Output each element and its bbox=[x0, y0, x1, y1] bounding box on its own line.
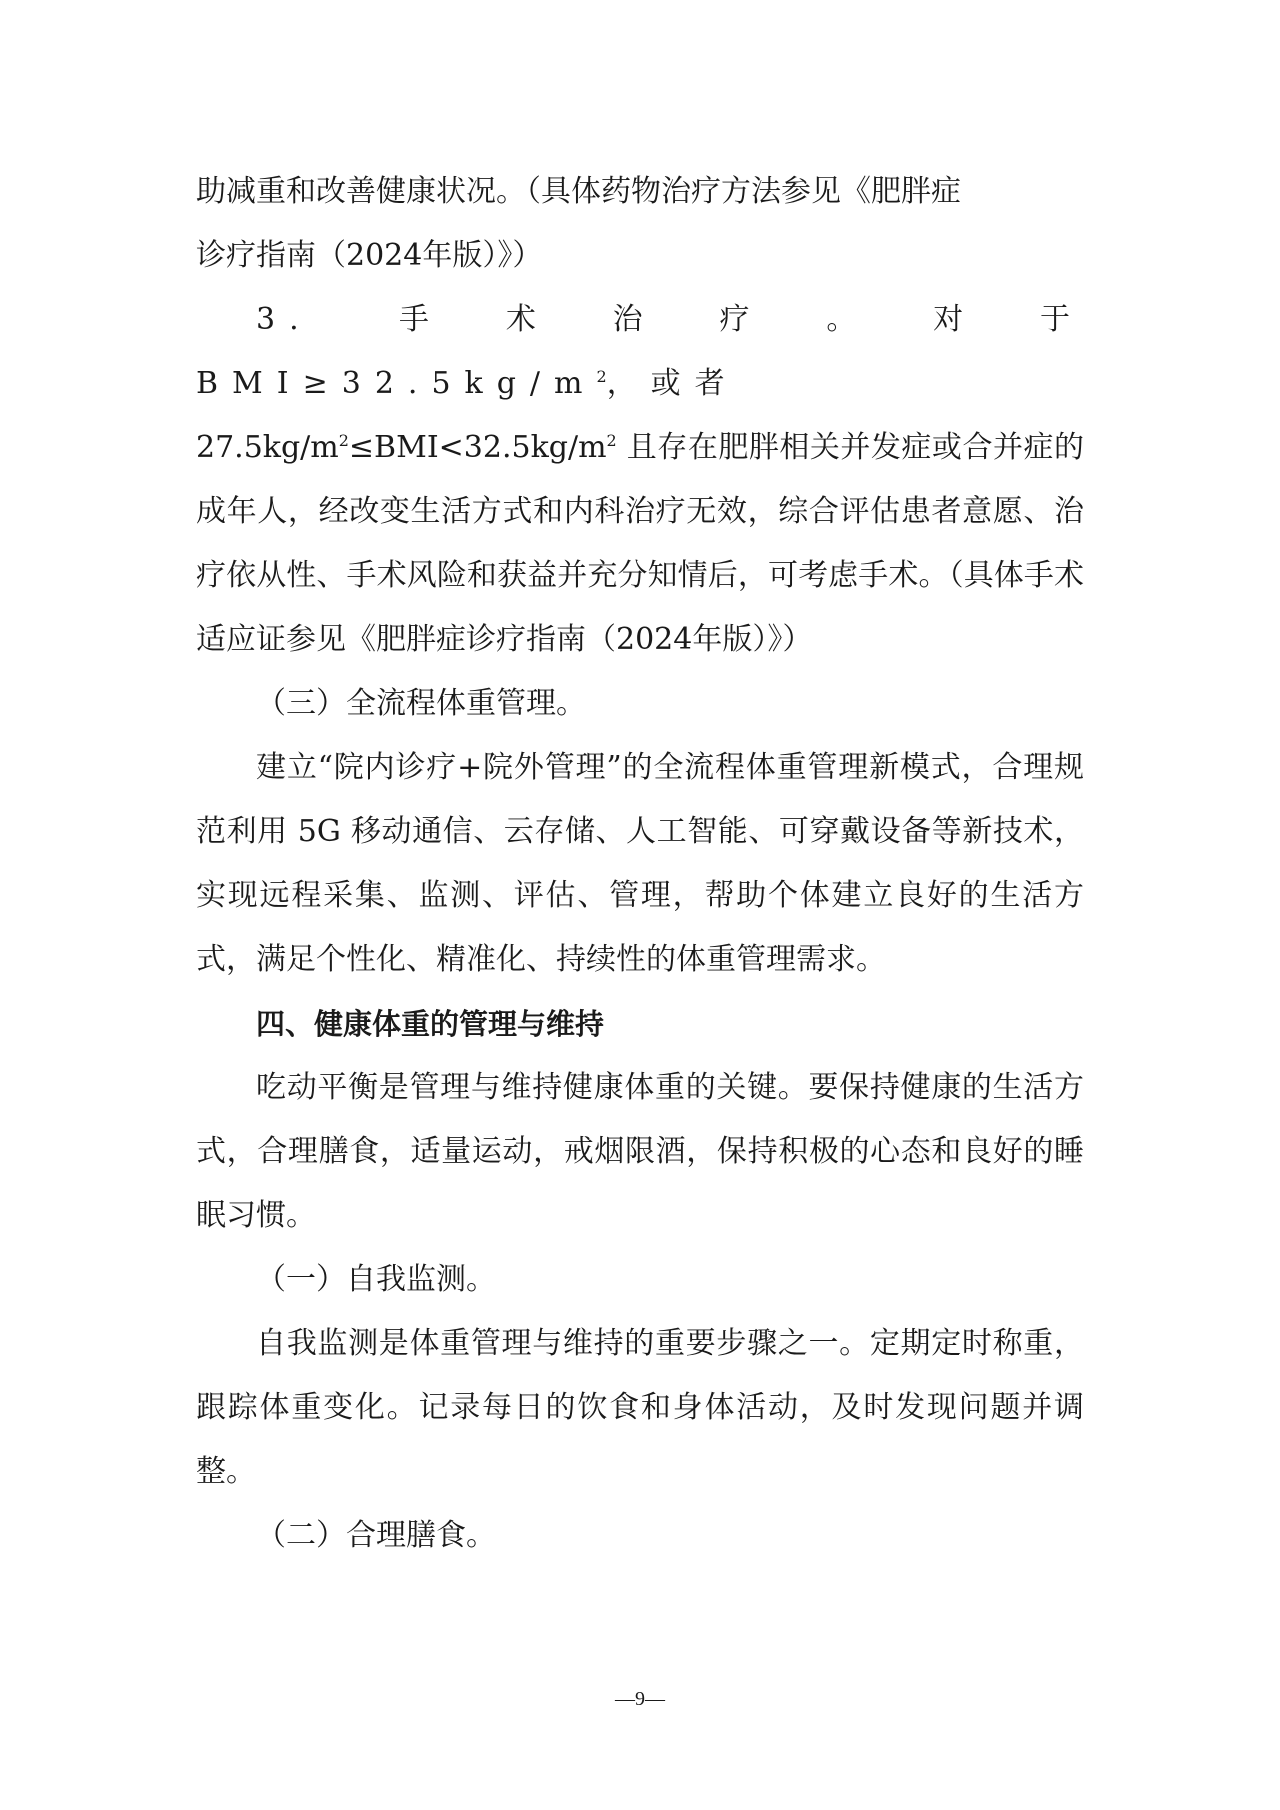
surgery-criteria-part2: 27.5kg/m bbox=[196, 430, 339, 465]
page-number: —9— bbox=[615, 1688, 665, 1710]
section-heading-2: （二）合理膳食。 bbox=[256, 1518, 496, 1553]
superscript: 2 bbox=[596, 367, 607, 386]
paragraph-surgery bbox=[196, 288, 1084, 672]
surgery-criteria-part1: 对于 BMI≥32.5kg/m bbox=[196, 302, 1084, 401]
paragraph-drug-ref-line2: 诊疗指南（2024年版）》） bbox=[196, 238, 543, 273]
surgery-criteria-part4: 且存在肥胖相关并发症或合并症 bbox=[616, 430, 1054, 465]
paragraph-self-monitoring: 自我监测是体重管理与维持的重要步骤之一。定期定时称重，跟踪体重变化。记录每日的饮食和身体活动，及时发现问题并调整。 bbox=[196, 1326, 1084, 1489]
paragraph-drug-ref bbox=[196, 160, 1084, 288]
paragraph-weight-management: 建立“院内诊疗+院外管理”的全流程体重管理新模式，合理规范利用 5G 移动通信、云存储、人工智能、可穿戴设备等新技术，实现远程采集、监测、评估、管理，帮助个体建立良好的生活方式，满足个性化、精准化、持续性的体重管理需求。 bbox=[196, 750, 1084, 977]
section-heading-1: （一）自我监测。 bbox=[256, 1262, 496, 1297]
surgery-heading: 3. 手术治疗。 bbox=[256, 302, 934, 337]
body-text bbox=[196, 160, 1084, 1568]
paragraph-balance: 吃动平衡是管理与维持健康体重的关键。要保持健康的生活方式，合理膳食，适量运动，戒烟限酒，保持积极的心态和良好的睡眠习惯。 bbox=[196, 1070, 1084, 1233]
surgery-criteria-rest: 的成年人，经改变生活方式和内科治疗无效，综合评估患者意愿、治疗依从性、手术风险和获益并充分知情后，可考虑手术。（具体手术适应证参见《肥胖症诊疗指南（2024年版）》） bbox=[196, 430, 1084, 657]
superscript: 2 bbox=[606, 431, 617, 450]
superscript: 2 bbox=[338, 431, 349, 450]
section-heading-3: （三）全流程体重管理。 bbox=[256, 686, 586, 721]
surgery-criteria-part3: ≤BMI<32.5kg/m bbox=[348, 430, 607, 465]
surgery-or: ，或者 bbox=[606, 366, 739, 401]
chapter-heading-4: 四、健康体重的管理与维持 bbox=[256, 1007, 605, 1041]
paragraph-drug-ref-line1: 助减重和改善健康状况。（具体药物治疗方法参见《肥胖症 bbox=[196, 174, 961, 209]
